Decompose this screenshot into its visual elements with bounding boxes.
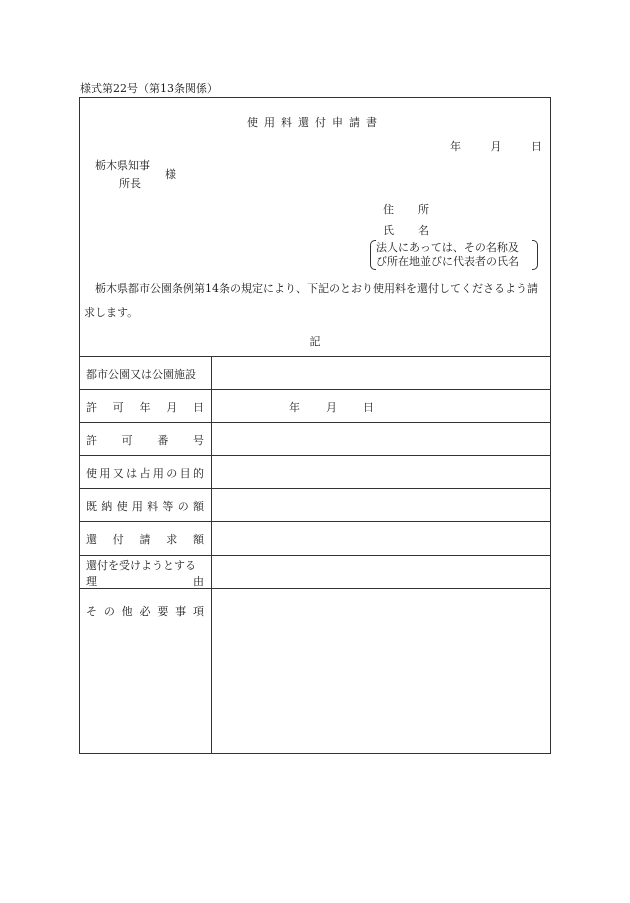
char: 又 <box>112 467 124 480</box>
label-park-facility: 都市公園又は公園施設 <box>86 368 196 381</box>
char: 可 <box>112 401 124 414</box>
char: は <box>126 467 138 480</box>
address-char-2: 所 <box>418 203 429 216</box>
applicant-address-label <box>383 201 429 217</box>
label-paid-fee <box>86 498 204 514</box>
ki-heading: 記 <box>309 335 321 348</box>
addressee-office-head: 所長 <box>119 177 141 190</box>
char: 可 <box>121 434 133 447</box>
row-divider <box>79 455 551 456</box>
char: 使 <box>116 500 128 513</box>
label-refund-amount <box>86 531 204 547</box>
permit-day: 日 <box>363 401 374 414</box>
row-divider <box>79 521 551 522</box>
char: 用 <box>131 500 143 513</box>
label-refund-reason-line1: 還付を受けようとする <box>86 559 196 572</box>
char: 等 <box>162 500 174 513</box>
label-refund-reason-line2 <box>86 573 204 589</box>
row-divider <box>79 555 551 556</box>
date-year: 年 <box>450 140 461 153</box>
addressee-governor: 栃木県知事 <box>95 159 150 172</box>
char: 日 <box>193 401 204 414</box>
char: 許 <box>86 401 97 414</box>
right-bracket <box>532 240 538 270</box>
row-divider <box>79 389 551 390</box>
date-line <box>450 138 542 154</box>
char: 目 <box>179 467 191 480</box>
char: 項 <box>192 605 204 618</box>
char: 額 <box>193 533 204 546</box>
name-char-1: 氏 <box>383 224 394 237</box>
char: 用 <box>152 467 164 480</box>
table-top-border <box>79 356 551 357</box>
column-divider <box>211 356 212 754</box>
char: 占 <box>139 467 151 480</box>
char: 請 <box>139 533 151 546</box>
addressee-honorific: 様 <box>165 168 176 181</box>
char: 料 <box>147 500 159 513</box>
corporate-note-text <box>376 241 519 269</box>
char: 由 <box>193 575 204 588</box>
char: 付 <box>112 533 124 546</box>
form-number-label: 様式第22号（第13条関係） <box>80 82 218 95</box>
char: 額 <box>192 500 204 513</box>
name-char-2: 名 <box>418 224 429 237</box>
form-title: 使用料還付申請書 <box>247 116 383 129</box>
label-permit-date <box>86 399 204 415</box>
note-line-2: び所在地並びに代表者の氏名 <box>376 255 519 268</box>
request-body-text: 栃木県都市公園条例第14条の規定により、下記のとおり使用料を還付してくださるよう請求します。 <box>84 282 538 319</box>
date-month: 月 <box>490 140 502 153</box>
char: 必 <box>139 605 151 618</box>
corporate-note <box>370 240 538 270</box>
date-day: 日 <box>531 140 542 153</box>
label-other-matters <box>86 603 204 619</box>
permit-month: 月 <box>326 401 337 414</box>
char: 理 <box>86 575 97 588</box>
char: 許 <box>86 434 97 447</box>
char: 年 <box>139 401 151 414</box>
char: 使 <box>86 467 97 480</box>
char: 他 <box>121 605 133 618</box>
char: 求 <box>166 533 178 546</box>
address-char-1: 住 <box>383 203 394 216</box>
label-purpose <box>86 465 204 481</box>
applicant-name-label <box>383 222 429 238</box>
char: 要 <box>157 605 169 618</box>
form-frame <box>79 97 551 754</box>
label-permit-number <box>86 432 204 448</box>
char: の <box>177 500 189 513</box>
char: 用 <box>99 467 111 480</box>
char: 番 <box>157 434 169 447</box>
char: 事 <box>175 605 187 618</box>
char: 納 <box>101 500 113 513</box>
permit-date-value <box>289 399 374 415</box>
char: の <box>103 605 115 618</box>
char: の <box>166 467 178 480</box>
char: そ <box>86 605 97 618</box>
permit-year: 年 <box>289 401 300 414</box>
char: 的 <box>193 467 204 480</box>
note-line-1: 法人にあっては、その名称及 <box>376 241 519 254</box>
char: 号 <box>192 434 204 447</box>
char: 既 <box>86 500 97 513</box>
row-divider <box>79 422 551 423</box>
char: 還 <box>86 533 97 546</box>
row-divider <box>79 488 551 489</box>
char: 月 <box>166 401 178 414</box>
